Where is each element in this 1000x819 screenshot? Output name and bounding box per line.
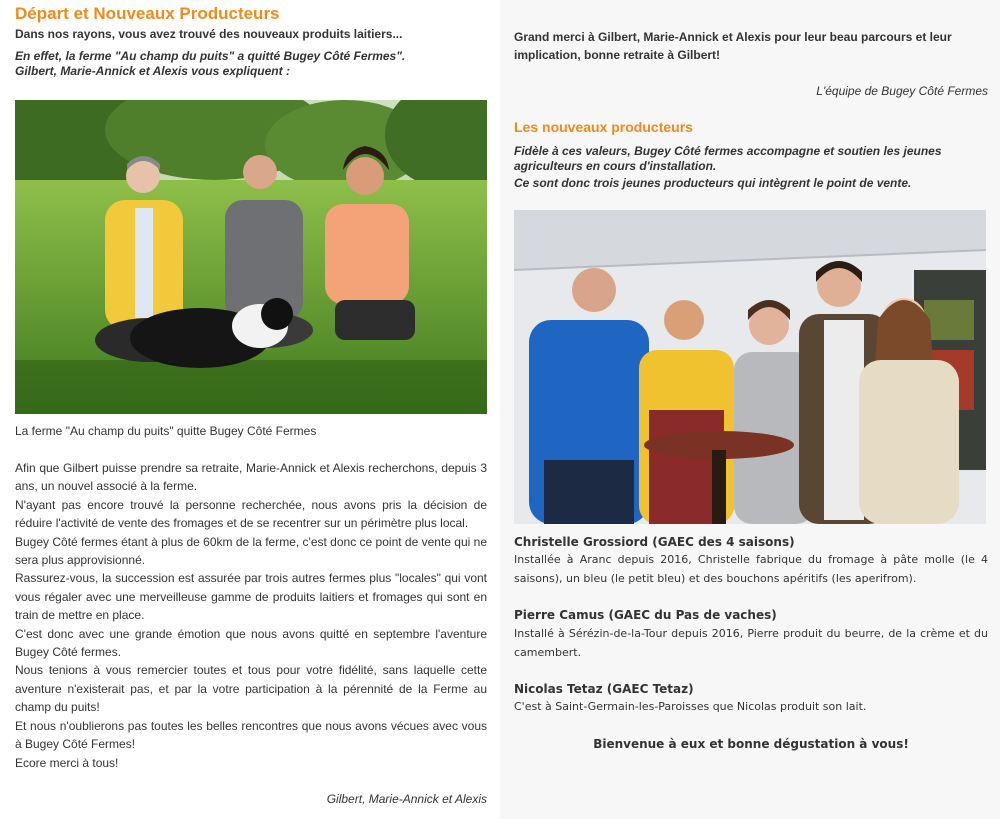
producer-name: Christelle Grossiord (GAEC des 4 saisons)	[514, 535, 795, 549]
intro-line-1: En effet, la ferme "Au champ du puits" a quitté Bugey Côté Fermes".	[15, 49, 406, 63]
paragraph: C'est donc avec une grande émotion que nous avons quitté en septembre l'aventure Bugey Côté fermes.	[15, 626, 487, 660]
article-subtitle: Dans nos rayons, vous avez trouvé des nouveaux produits laitiers...	[15, 27, 403, 41]
paragraph: Ecore merci à tous!	[15, 755, 119, 770]
section-intro-2: Ce sont donc trois jeunes producteurs qui intègrent le point de vente.	[514, 176, 912, 190]
paragraph: Afin que Gilbert puisse prendre sa retraite, Marie-Annick et Alexis recherchons, depuis 3 ans, un nouvel associé à la ferme.	[15, 461, 487, 494]
article-title: Départ et Nouveaux Producteurs	[15, 4, 280, 23]
farm-photo	[15, 100, 487, 414]
thanks-message: Grand merci à Gilbert, Marie-Annick et Alexis pour leur beau parcours et leur implication, bonne retraite à Gilbert!	[514, 30, 952, 62]
section-title: Les nouveaux producteurs	[514, 119, 693, 135]
producer-desc: Installé à Sérézin-de-la-Tour depuis 2016, Pierre produit du beurre, de la crème et du camembert.	[514, 627, 988, 659]
welcome-message: Bienvenue à eux et bonne dégustation à vous!	[593, 737, 909, 751]
photo-caption: La ferme "Au champ du puits" quitte Bugey Côté Fermes	[15, 424, 317, 438]
article-body	[15, 459, 487, 772]
farm-photo-illustration	[15, 100, 487, 414]
producer-name: Nicolas Tetaz (GAEC Tetaz)	[514, 682, 694, 696]
right-column	[500, 0, 1000, 819]
article-signature: Gilbert, Marie-Annick et Alexis	[326, 792, 487, 806]
producers-photo	[514, 210, 986, 524]
paragraph: Nous tenions à vous remercier toutes et tous pour votre fidélité, sans laquelle cette aventure n'existerait pas, et par la votre participation à la pérennité de la Ferme au champ du puits!	[15, 663, 487, 715]
section-intro-1: Fidèle à ces valeurs, Bugey Côté fermes accompagne et soutien les jeunes agriculteurs en cours d'installation.	[514, 144, 942, 173]
producer-name: Pierre Camus (GAEC du Pas de vaches)	[514, 608, 777, 622]
producer-desc: C'est à Saint-Germain-les-Paroisses que Nicolas produit son lait.	[514, 700, 867, 713]
intro-line-2: Gilbert, Marie-Annick et Alexis vous expliquent :	[15, 64, 290, 78]
paragraph: N'ayant pas encore trouvé la personne recherchée, nous avons pris la décision de réduire l'activité de vente des fromages et de se recentrer sur un périmètre plus local.	[15, 497, 487, 531]
paragraph: Et nous n'oublierons pas toutes les belles rencontres que nous avons vécues avec vous à Bugey Côté Fermes!	[15, 718, 487, 752]
producer-desc: Installée à Aranc depuis 2016, Christelle fabrique du fromage à pâte molle (le 4 saisons), un bleu (le petit bleu) et des bouchons apéritifs (les aperifrom).	[514, 553, 988, 585]
paragraph: Rassurez-vous, la succession est assurée par trois autres fermes plus "locales" qui vont vous régaler avec une merveilleuse gamme de produits laitiers et fromages qui sont en train de mettre en place.	[15, 571, 487, 623]
producers-photo-illustration	[514, 210, 986, 524]
team-signature: L'équipe de Bugey Côté Fermes	[816, 84, 988, 98]
paragraph: Bugey Côté fermes étant à plus de 60km de la ferme, c'est donc ce point de vente qui ne sera plus approvisionné.	[15, 534, 487, 568]
